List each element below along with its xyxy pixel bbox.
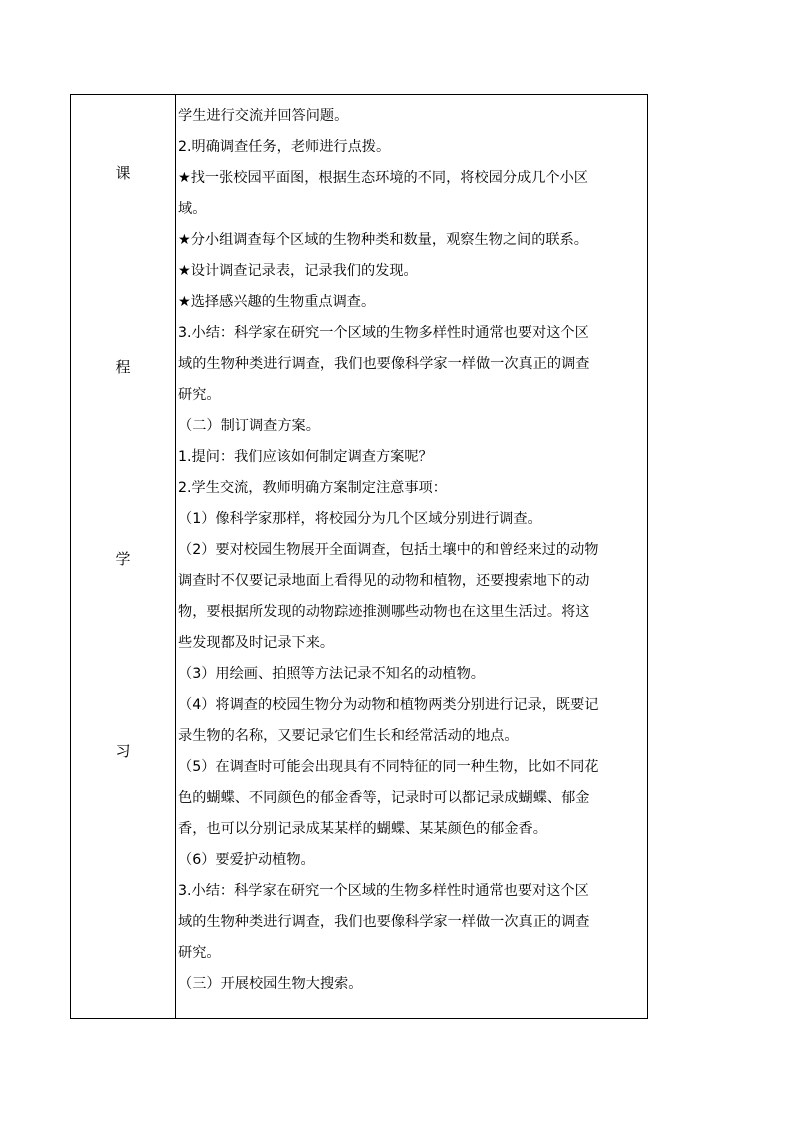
content-line: （2）要对校园生物展开全面调查，包括土壤中的和曾经来过的动物 xyxy=(178,542,599,558)
section-label-char: 程 xyxy=(115,358,131,376)
section-label-char: 习 xyxy=(115,742,131,760)
content-line: 研究。 xyxy=(178,945,221,961)
content-line: 2.明确调查任务，老师进行点拨。 xyxy=(178,139,391,155)
content-line: ★设计调查记录表，记录我们的发现。 xyxy=(178,263,418,279)
content-line: 2.学生交流，教师明确方案制定注意事项： xyxy=(178,480,447,496)
content-line: 域的生物种类进行调查，我们也要像科学家一样做一次真正的调查 xyxy=(178,914,590,930)
content-line: （4）将调查的校园生物分为动物和植物两类分别进行记录，既要记 xyxy=(178,697,599,713)
content-line: 研究。 xyxy=(178,387,221,403)
content-line: （三）开展校园生物大搜索。 xyxy=(178,976,363,992)
content-line: 3.小结：科学家在研究一个区域的生物多样性时通常也要对这个区 xyxy=(178,325,589,341)
content-line: （6）要爱护动植物。 xyxy=(178,852,315,868)
content-line: ★找一张校园平面图，根据生态环境的不同，将校园分成几个小区 xyxy=(178,170,588,186)
section-label-column xyxy=(71,95,176,1018)
lesson-table xyxy=(70,94,648,1019)
content-line: 调查时不仅要记录地面上看得见的动物和植物，还要搜索地下的动 xyxy=(178,573,590,589)
content-line: 学生进行交流并回答问题。 xyxy=(178,108,349,124)
content-line: （1）像科学家那样，将校园分为几个区域分别进行调查。 xyxy=(178,511,542,527)
content-line: 域的生物种类进行调查，我们也要像科学家一样做一次真正的调查 xyxy=(178,356,590,372)
content-line: 些发现都及时记录下来。 xyxy=(178,635,335,651)
content-line: ★选择感兴趣的生物重点调查。 xyxy=(178,294,376,310)
content-line: （二）制订调查方案。 xyxy=(178,418,320,434)
content-line: 3.小结：科学家在研究一个区域的生物多样性时通常也要对这个区 xyxy=(178,883,589,899)
content-line: （3）用绘画、拍照等方法记录不知名的动植物。 xyxy=(178,666,485,682)
section-label-char: 学 xyxy=(115,550,131,568)
content-line: 色的蝴蝶、不同颜色的郁金香等，记录时可以都记录成蝴蝶、郁金 xyxy=(178,790,590,806)
content-line: 录生物的名称，又要记录它们生长和经常活动的地点。 xyxy=(178,728,519,744)
content-line: 物，要根据所发现的动物踪迹推测哪些动物也在这里生活过。将这 xyxy=(178,604,590,620)
content-line: 域。 xyxy=(178,201,207,217)
content-line: 香，也可以分别记录成某某样的蝴蝶、某某颜色的郁金香。 xyxy=(178,821,547,837)
content-line: （5）在调查时可能会出现具有不同特征的同一种生物，比如不同花 xyxy=(178,759,599,775)
content-line: ★分小组调查每个区域的生物种类和数量，观察生物之间的联系。 xyxy=(178,232,588,248)
content-line: 1.提问：我们应该如何制定调查方案呢？ xyxy=(178,449,433,465)
section-label-char: 课 xyxy=(115,164,131,182)
content-column xyxy=(176,95,647,1018)
